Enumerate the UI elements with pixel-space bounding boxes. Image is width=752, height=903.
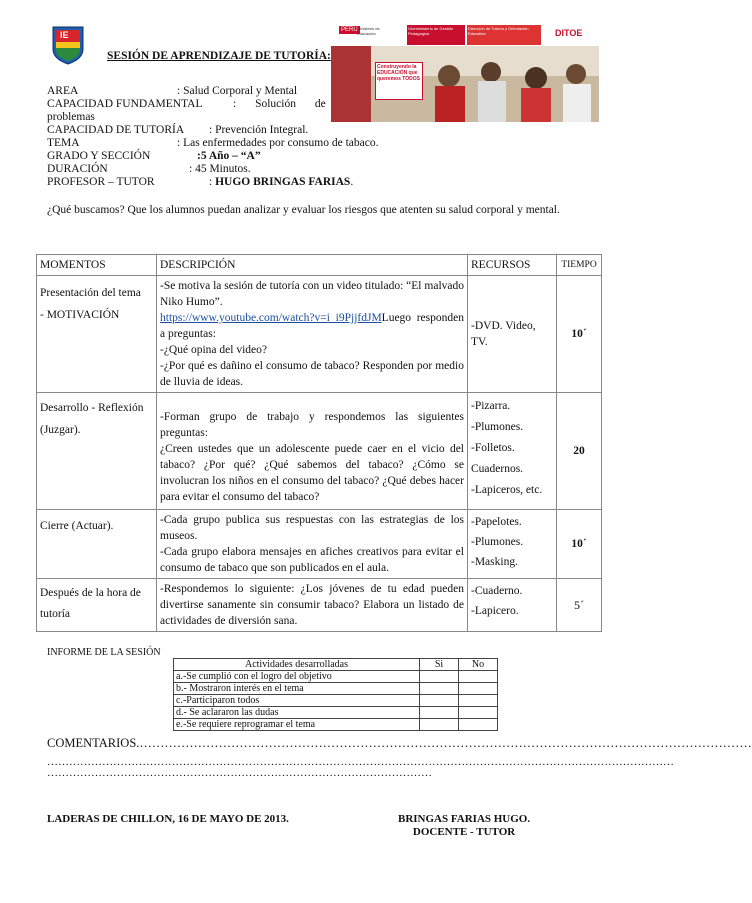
banner-slogan: Construyendo la EDUCACIÓN que queremos TODOS xyxy=(375,62,423,100)
header-momentos: MOMENTOS xyxy=(37,255,157,276)
header-descripcion: DESCRIPCIÓN xyxy=(157,255,468,276)
recursos-cell xyxy=(468,276,557,393)
descripcion-cell xyxy=(157,276,468,393)
info-label: GRADO Y SECCIÓN xyxy=(47,150,151,162)
recurso-item: Cuadernos. xyxy=(471,463,524,475)
desc-line: -¿Por qué es dañino el consumo de tabaco? Responden por medio de lluvia de ideas. xyxy=(160,360,464,388)
activity-label: d.- Se aclararon las dudas xyxy=(174,707,420,719)
momento-line: Desarrollo - Reflexión xyxy=(40,402,144,414)
recurso-item: -Plumones. xyxy=(471,421,524,433)
comentarios-dotted-line[interactable]: …………………………………………………………………………………………… xyxy=(47,767,432,779)
activities-header-row xyxy=(174,659,498,671)
tiempo-cell: 5´ xyxy=(557,579,602,632)
info-capacidad-fundamental xyxy=(47,98,325,111)
comentarios-dotted-line[interactable]: ……………………………………………………………………………………………………………………………………………………… xyxy=(47,756,674,768)
info-value: : Solución de xyxy=(233,98,326,110)
desc-line: -Se motiva la sesión de tutoría con un video titulado: “El malvado Niko Humo”. xyxy=(160,280,464,308)
recursos-cell xyxy=(468,579,557,632)
table-row xyxy=(37,510,602,579)
purpose-text: ¿Qué buscamos? Que los alumnos puedan analizar y evaluar los riesgos que atenten su salud corporal y mental. xyxy=(47,204,560,216)
desc-line: -¿Qué opina del video? xyxy=(160,344,267,356)
banner-org-unit: Viceministerio de Gestión Pedagógica xyxy=(407,25,465,45)
page-title: SESIÓN DE APRENDIZAJE DE TUTORÍA: xyxy=(107,50,331,62)
activity-label: b.- Mostraron interés en el tema xyxy=(174,683,420,695)
activity-row xyxy=(174,683,498,695)
si-checkbox[interactable] xyxy=(420,683,459,695)
table-row xyxy=(37,393,602,510)
informe-label: INFORME DE LA SESIÓN xyxy=(47,647,161,658)
momento-cell xyxy=(37,579,157,632)
no-checkbox[interactable] xyxy=(459,683,498,695)
students-photo xyxy=(331,46,599,122)
recurso-item: -Pizarra. xyxy=(471,400,511,412)
info-value xyxy=(209,176,353,189)
momento-line: - MOTIVACIÓN xyxy=(40,309,120,321)
momento-cell xyxy=(37,276,157,393)
signer-role: DOCENTE - TUTOR xyxy=(412,826,516,838)
momento-line: Después de la hora de tutoría xyxy=(40,587,141,620)
si-checkbox[interactable] xyxy=(420,707,459,719)
no-checkbox[interactable] xyxy=(459,719,498,731)
table-header-row xyxy=(37,255,602,276)
info-capacidad-tutoria xyxy=(47,124,309,137)
info-value: :5 Año – “A” xyxy=(197,150,261,162)
logo-letters: IE xyxy=(60,30,69,40)
teacher-name: HUGO BRINGAS FARIAS xyxy=(215,176,351,188)
info-value-prefix: : xyxy=(209,176,216,188)
recurso-item: -Masking. xyxy=(471,556,518,568)
desc-line: ¿Creen ustedes que un adolescente puede caer en el vicio del tabaco? ¿Por qué? ¿Qué sabemos del tabaco? ¿Cómo se involucran los niños en el consumo del tabaco? ¿Qué debes hacer para evitar el consumo del tabaco? xyxy=(160,443,464,503)
momento-cell xyxy=(37,393,157,510)
table-row xyxy=(37,276,602,393)
info-label: DURACIÓN xyxy=(47,163,108,175)
info-grado xyxy=(47,150,261,163)
recurso-item: -Folletos. xyxy=(471,442,515,454)
activity-label: c.-Participaron todos xyxy=(174,695,420,707)
header-tiempo: TIEMPO xyxy=(557,255,602,276)
desc-after-link: Luego responden a preguntas: xyxy=(160,312,464,340)
recurso-item: -Lapiceros, etc. xyxy=(471,484,543,496)
info-area xyxy=(47,85,298,98)
descripcion-cell xyxy=(157,579,468,632)
desc-line: -Respondemos lo siguiente: ¿Los jóvenes de tu edad pueden divertirse sanamente sin consumir tabaco? Elabora un listado de actividades de diversión sana. xyxy=(160,583,464,627)
banner-top-strip xyxy=(331,22,599,47)
signer-name: BRINGAS FARIAS HUGO. xyxy=(398,813,531,825)
activities-header: Actividades desarrolladas xyxy=(174,659,420,671)
activity-row xyxy=(174,695,498,707)
info-value: : Prevención Integral. xyxy=(209,124,309,136)
momento-line: Cierre (Actuar). xyxy=(40,520,114,532)
info-value: : Las enfermedades por consumo de tabaco. xyxy=(177,137,379,149)
info-problemas xyxy=(47,111,95,124)
tiempo-cell: 10´ xyxy=(557,510,602,579)
session-table xyxy=(36,254,602,632)
activity-row xyxy=(174,671,498,683)
header-recursos: RECURSOS xyxy=(468,255,557,276)
momento-line: (Juzgar). xyxy=(40,424,81,436)
place-date: LADERAS DE CHILLON, 16 DE MAYO DE 2013. xyxy=(47,813,289,825)
school-logo xyxy=(51,25,85,65)
recursos-cell xyxy=(468,510,557,579)
info-label: problemas xyxy=(47,111,95,123)
video-link[interactable]: https://www.youtube.com/watch?v=i_i9PjjfdJM xyxy=(160,312,382,324)
momento-cell xyxy=(37,510,157,579)
banner-brand: DITOE xyxy=(555,28,583,38)
no-checkbox[interactable] xyxy=(459,707,498,719)
info-tema xyxy=(47,137,379,150)
info-value: : Salud Corporal y Mental xyxy=(177,85,298,97)
desc-line: -Forman grupo de trabajo y respondemos las siguientes preguntas: xyxy=(160,411,464,439)
momento-line: Presentación del tema xyxy=(40,287,141,299)
recurso-item: -Papelotes. xyxy=(471,516,522,528)
no-header: No xyxy=(459,659,498,671)
descripcion-cell xyxy=(157,510,468,579)
ditoe-banner xyxy=(331,22,599,122)
dotted-fill: ………………………………………………………………………………………………………………………………… xyxy=(139,736,752,750)
desc-line: -Cada grupo elabora mensajes en afiches creativos para evitar el consumo de tabaco que son publicados en el aula. xyxy=(160,546,464,574)
info-profesor xyxy=(47,176,354,189)
recurso-item: -Cuaderno. xyxy=(471,585,523,597)
si-checkbox[interactable] xyxy=(420,695,459,707)
table-row xyxy=(37,579,602,632)
info-label: AREA xyxy=(47,85,79,97)
banner-org-dir: Dirección de Tutoría y Orientación Educativa xyxy=(467,25,541,45)
info-label: CAPACIDAD FUNDAMENTAL xyxy=(47,98,203,110)
info-label: CAPACIDAD DE TUTORÍA xyxy=(47,124,185,136)
recursos-cell xyxy=(468,393,557,510)
activity-label: e.-Se requiere reprogramar el tema xyxy=(174,719,420,731)
comentarios-line xyxy=(47,736,752,751)
comentarios-label: COMENTARIOS. xyxy=(47,736,140,750)
info-value-suffix: . xyxy=(350,176,354,188)
tiempo-cell: 10´ xyxy=(557,276,602,393)
info-label: TEMA xyxy=(47,137,80,149)
info-label: PROFESOR – TUTOR xyxy=(47,176,155,188)
activities-table xyxy=(173,658,498,731)
si-header: Si xyxy=(420,659,459,671)
descripcion-cell xyxy=(157,393,468,510)
activity-row xyxy=(174,707,498,719)
recurso-item: -Lapicero. xyxy=(471,605,519,617)
tiempo-cell: 20 xyxy=(557,393,602,510)
banner-org-mid: Ministerio de Educación xyxy=(357,26,380,36)
info-value: : 45 Minutos. xyxy=(189,163,251,175)
si-checkbox[interactable] xyxy=(420,719,459,731)
info-duracion xyxy=(47,163,251,176)
desc-line: -Cada grupo publica sus respuestas con las estrategias de los museos. xyxy=(160,514,464,542)
recurso-item: -DVD. Video, TV. xyxy=(471,320,536,348)
signature-block xyxy=(398,813,530,839)
recurso-item: -Plumones. xyxy=(471,536,524,548)
no-checkbox[interactable] xyxy=(459,695,498,707)
video-link-line xyxy=(160,310,464,342)
si-checkbox[interactable] xyxy=(420,671,459,683)
banner-org-left: PERÚ xyxy=(341,27,358,33)
activity-row xyxy=(174,719,498,731)
activity-label: a.-Se cumplió con el logro del objetivo xyxy=(174,671,420,683)
no-checkbox[interactable] xyxy=(459,671,498,683)
